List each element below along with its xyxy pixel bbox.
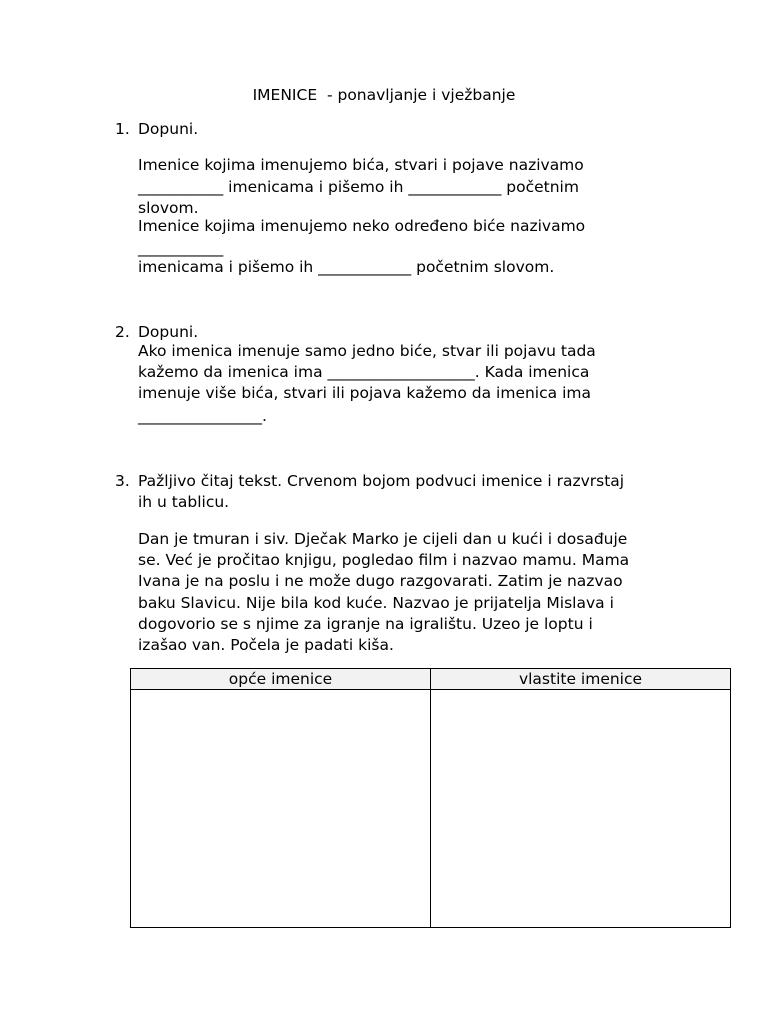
task3-text-line-6: izašao van. Počela je padati kiša.: [138, 636, 394, 654]
task1-number: 1.: [115, 120, 130, 138]
task2-line-1: Ako imenica imenuje samo jedno biće, stvar ili pojavu tada: [138, 342, 596, 360]
task1-line-1: Imenice kojima imenujemo bića, stvari i pojave nazivamo: [138, 156, 584, 174]
task1-line-4: Imenice kojima imenujemo neko određeno biće nazivamo: [138, 217, 586, 235]
noun-table: [130, 668, 731, 928]
task1-line-5: ___________: [138, 239, 224, 257]
task3-number: 3.: [115, 472, 130, 490]
task3-heading-line-2: ih u tablicu.: [138, 493, 230, 511]
column-header-common-nouns: opće imenice: [131, 669, 431, 690]
page-title: IMENICE - ponavljanje i vježbanje: [252, 86, 516, 104]
task1-line-2: ___________ imenicama i pišemo ih ____________ početnim: [138, 178, 579, 196]
task2-heading: Dopuni.: [138, 323, 199, 341]
task3-text-line-5: dogovorio se s njime za igranje na igralištu. Uzeo je loptu i: [138, 615, 593, 633]
noun-table-header-row: [131, 669, 731, 690]
task2-line-4: ________________.: [138, 407, 267, 425]
task2-line-2: kažemo da imenica ima ___________________. Kada imenica: [138, 363, 590, 381]
proper-nouns-answer-cell[interactable]: [431, 690, 731, 928]
column-header-proper-nouns: vlastite imenice: [431, 669, 731, 690]
common-nouns-answer-cell[interactable]: [131, 690, 431, 928]
task1-line-3: slovom.: [138, 199, 199, 217]
task2-line-3: imenuje više bića, stvari ili pojava kažemo da imenica ima: [138, 384, 591, 402]
task3-heading-line-1: Pažljivo čitaj tekst. Crvenom bojom podvuci imenice i razvrstaj: [138, 472, 625, 490]
task3-text-line-1: Dan je tmuran i siv. Dječak Marko je cijeli dan u kući i dosađuje: [138, 530, 628, 548]
task1-line-6: imenicama i pišemo ih ____________ početnim slovom.: [138, 258, 555, 276]
task3-text-line-3: Ivana je na poslu i ne može dugo razgovarati. Zatim je nazvao: [138, 572, 623, 590]
task2-number: 2.: [115, 323, 130, 341]
task1-heading: Dopuni.: [138, 120, 199, 138]
task3-text-line-4: baku Slavicu. Nije bila kod kuće. Nazvao je prijatelja Mislava i: [138, 594, 614, 612]
task3-text-line-2: se. Već je pročitao knjigu, pogledao film i nazvao mamu. Mama: [138, 551, 630, 569]
noun-table-answer-row: [131, 690, 731, 928]
